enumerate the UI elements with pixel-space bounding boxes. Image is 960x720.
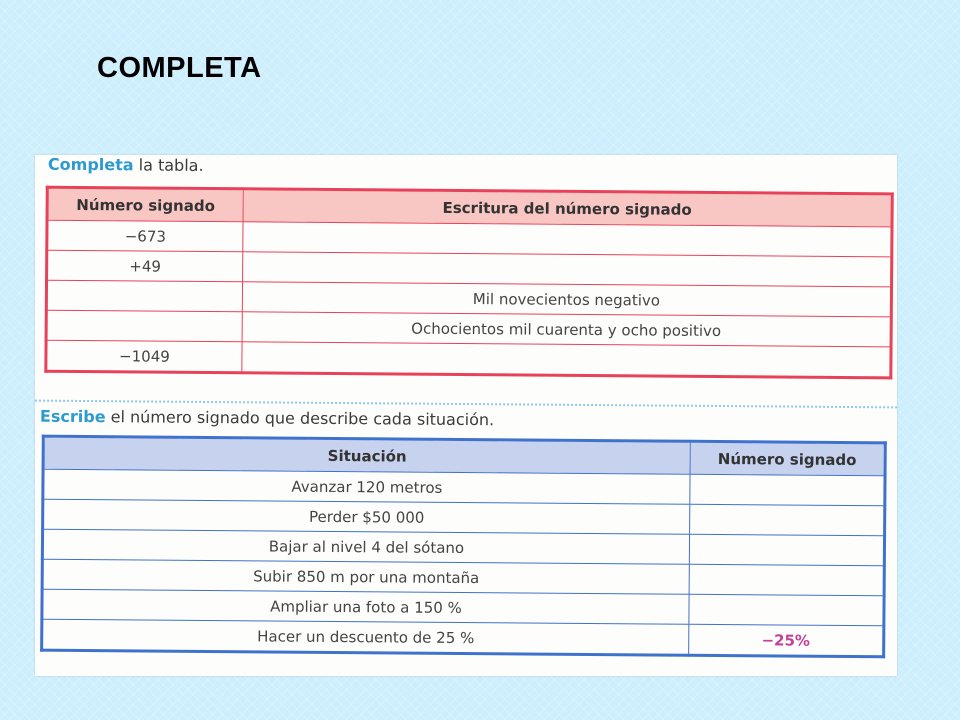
number-cell[interactable]: +49 (47, 250, 243, 282)
situation-cell: Subir 850 m por una montaña (42, 559, 689, 594)
situation-cell: Ampliar una foto a 150 % (42, 589, 689, 624)
instruction-keyword: Completa (47, 155, 134, 175)
number-cell[interactable]: −673 (47, 220, 243, 252)
worksheet-image (35, 155, 897, 676)
column-header: Escritura del número signado (243, 189, 892, 227)
number-cell[interactable] (46, 280, 242, 312)
number-cell[interactable]: −1049 (46, 340, 242, 373)
table-row (46, 340, 891, 378)
situation-cell: Bajar al nivel 4 del sótano (42, 529, 689, 564)
situation-table (40, 435, 887, 659)
writing-cell[interactable]: Ochocientos mil cuarenta y ocho positivo (242, 312, 891, 347)
slide-title: COMPLETA (97, 52, 262, 84)
answer-cell[interactable] (690, 474, 885, 506)
answer-cell[interactable]: −25% (689, 624, 884, 657)
signed-number-table (44, 186, 893, 380)
instruction-keyword: Escribe (39, 406, 106, 427)
answer-cell[interactable] (689, 564, 884, 596)
answer-cell[interactable] (689, 534, 884, 566)
column-header: Número signado (690, 441, 885, 476)
instruction-completa (48, 155, 204, 175)
instruction-text: la tabla. (133, 155, 204, 175)
answer-cell[interactable] (689, 594, 884, 626)
instruction-text: el número signado que describe cada situación. (105, 407, 495, 430)
writing-cell[interactable] (242, 342, 891, 378)
situation-cell: Avanzar 120 metros (43, 469, 690, 504)
instruction-escribe (40, 407, 494, 430)
number-cell[interactable] (46, 310, 242, 342)
column-header: Número signado (47, 187, 243, 222)
situation-cell: Hacer un descuento de 25 % (42, 619, 689, 655)
answer-cell[interactable] (690, 504, 885, 536)
writing-cell[interactable]: Mil novecientos negativo (242, 282, 891, 317)
situation-cell: Perder $50 000 (43, 499, 690, 534)
table-row (42, 619, 884, 657)
column-header: Situación (43, 436, 690, 474)
